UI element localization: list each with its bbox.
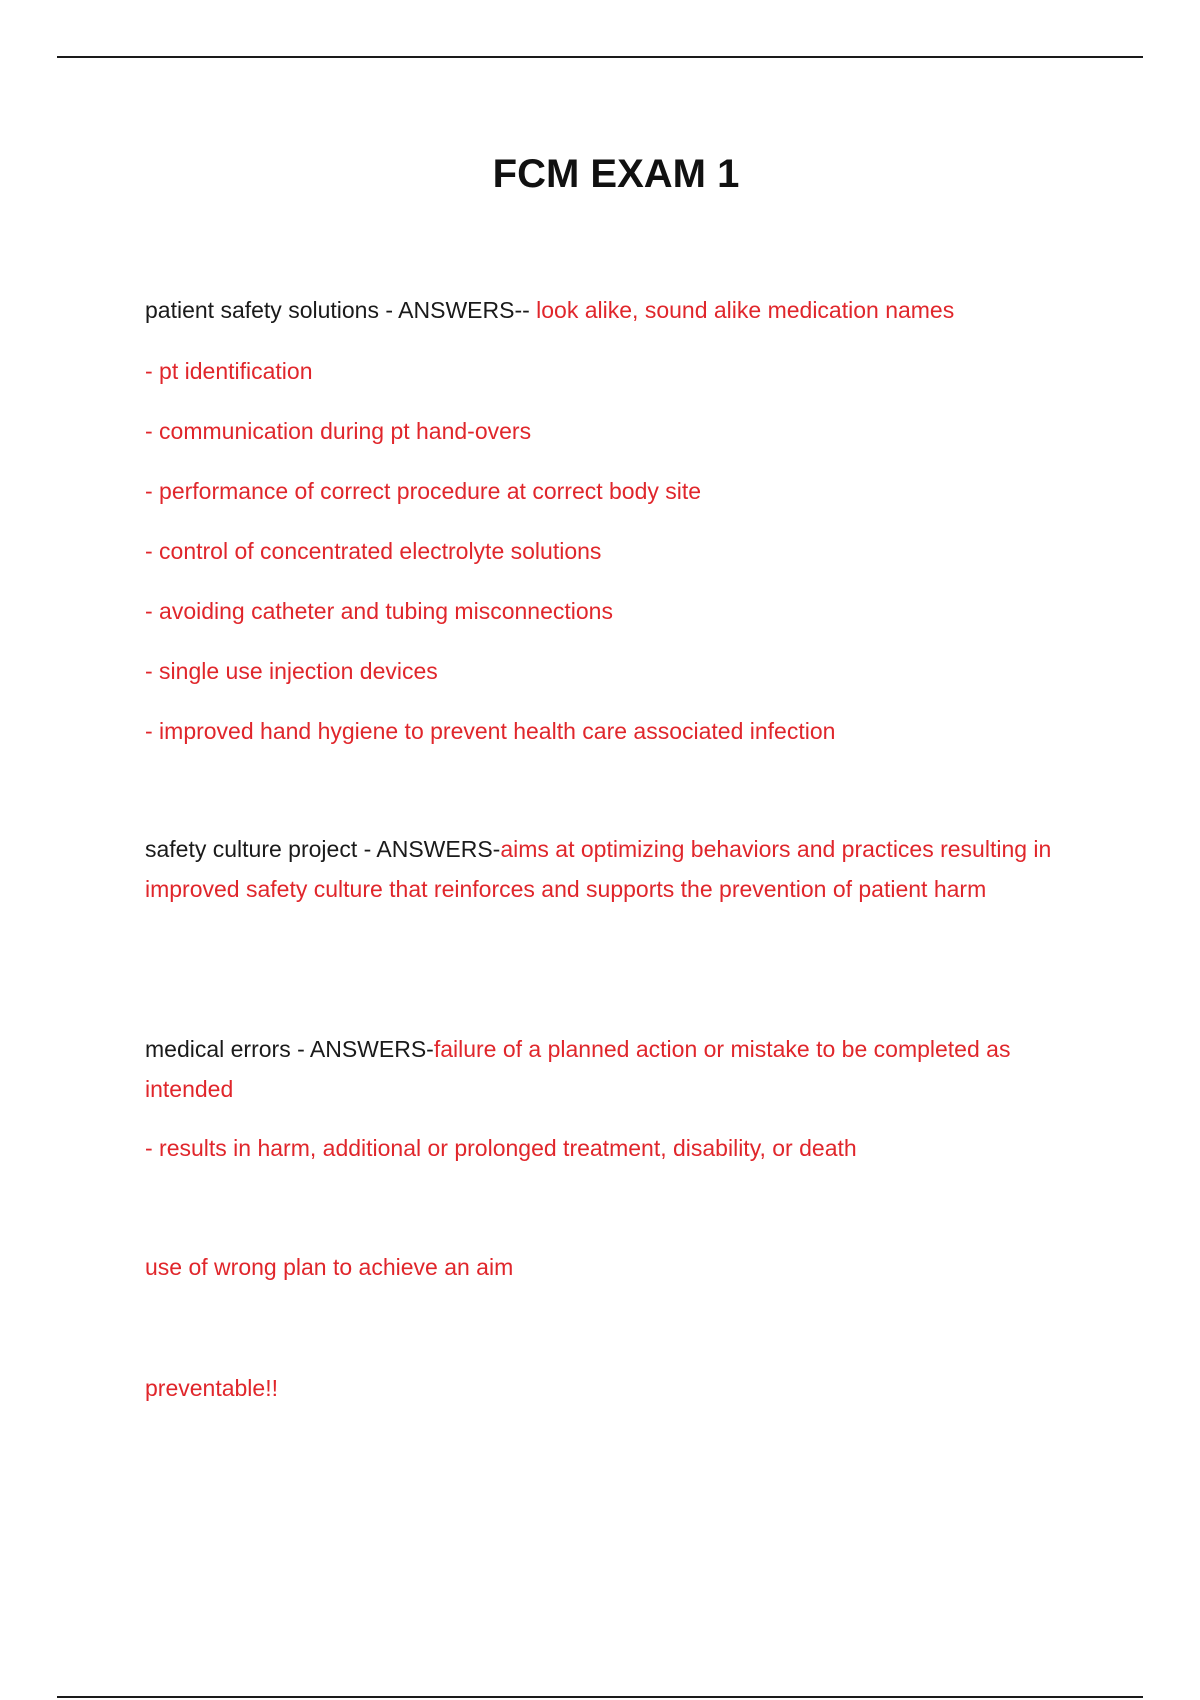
list-item: use of wrong plan to achieve an aim [145,1254,514,1280]
bottom-rule [57,1696,1143,1698]
list-item: - control of concentrated electrolyte solutions [145,538,602,564]
entry-patient-safety-solutions [145,290,1085,330]
term-label: medical errors - ANSWERS- [145,1036,434,1062]
term-label: safety culture project - ANSWERS- [145,836,501,862]
list-item: - results in harm, additional or prolonged treatment, disability, or death [145,1135,857,1161]
entry-medical-errors [145,1029,1085,1109]
list-item: - single use injection devices [145,658,438,684]
list-item: - communication during pt hand-overs [145,418,532,444]
list-item: - improved hand hygiene to prevent health care associated infection [145,718,836,744]
top-rule [57,56,1143,58]
term-label: patient safety solutions - ANSWERS-- [145,297,530,323]
list-item: preventable!! [145,1375,278,1401]
list-item: - avoiding catheter and tubing misconnections [145,598,613,624]
answer-text: aims at optimizing behaviors and practices resulting in improved safety culture that reinforces and supports the prevention of patient harm [145,836,1052,902]
entry-safety-culture-project [145,829,1085,909]
answer-text: look alike, sound alike medication names [529,297,955,323]
answer-text: failure of a planned action or mistake to be completed as intended [145,1036,1011,1102]
page-title: FCM EXAM 1 [492,152,740,196]
list-item: - pt identification [145,358,313,384]
list-item: - performance of correct procedure at correct body site [145,478,702,504]
